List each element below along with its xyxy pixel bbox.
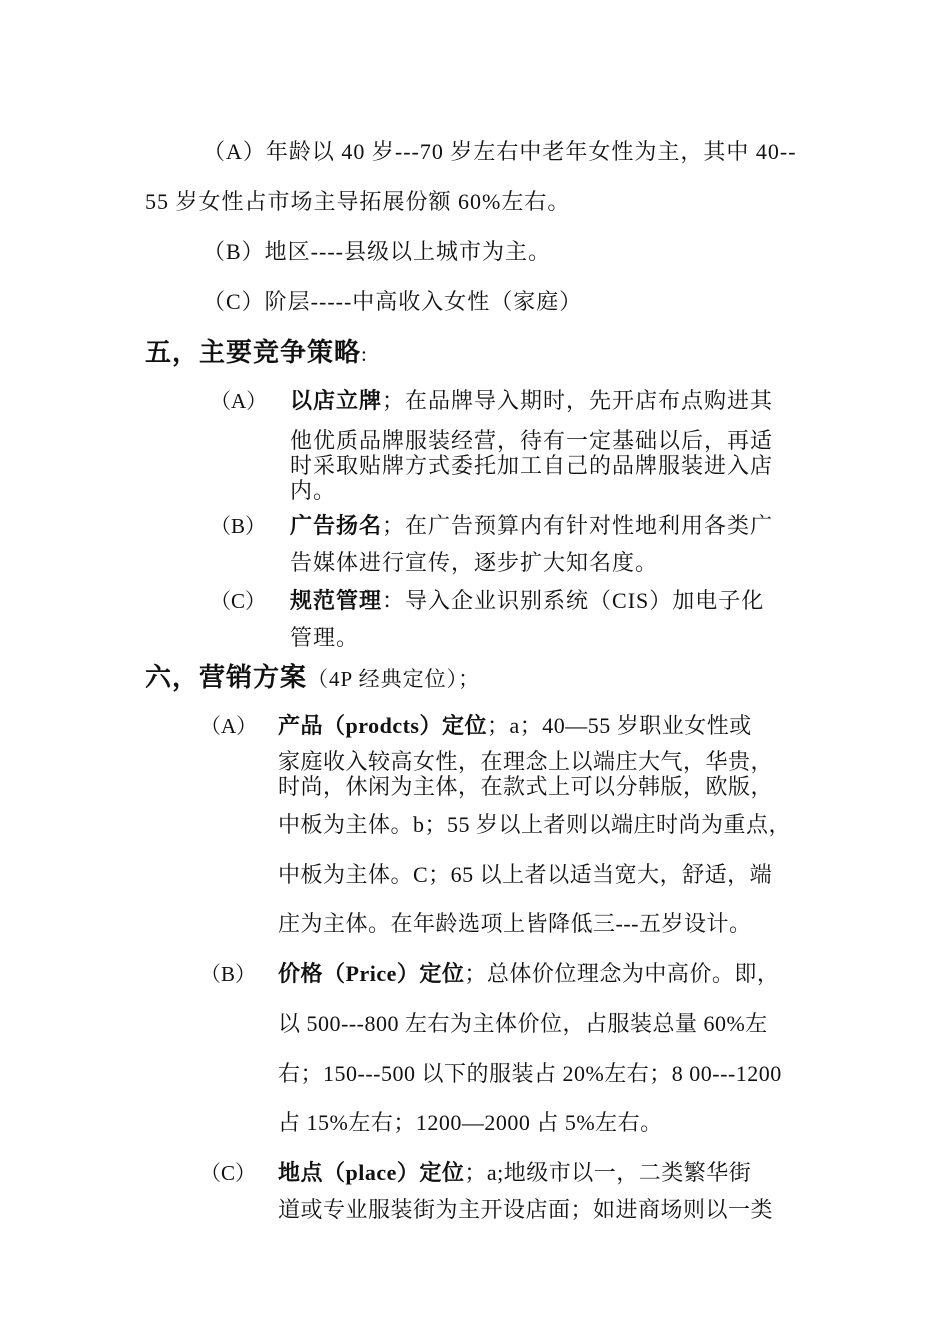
section-6-item-a-line-1 [278,709,752,740]
section-6-item-a-text-1: ；a；40—55 岁职业女性或 [487,713,752,738]
target-age-line-2: 55 岁女性占市场主导拓展份额 60%左右。 [145,189,571,214]
target-region-line: （B）地区----县级以上城市为主。 [203,239,551,264]
section-6-item-b-label: （B） [200,962,257,986]
section-6-item-a-line-5: 中板为主体。C；65 以上者以适当宽大，舒适，端 [278,862,773,887]
section-6-item-a-title: 产品（prodcts）定位 [278,713,487,738]
section-6-item-b-line-1 [278,957,779,988]
section-6-item-b-line-2: 以 500---800 左右为主体价位，占服装总量 60%左 [278,1011,768,1036]
section-5-item-a-line-4: 内。 [290,478,337,503]
target-age-line-1: （A）年龄以 40 岁---70 岁左右中老年女性为主，其中 40-- [203,139,797,164]
section-5-item-c-line-2: 管理。 [290,625,360,650]
section-5-item-b-label: （B） [210,514,267,538]
section-6-item-a-label: （A） [200,714,258,738]
section-5-item-a-label: （A） [210,389,268,413]
section-5-item-a-line-1 [290,384,773,415]
section-6-item-a-line-3: 时尚，休闲为主体，在款式上可以分韩版，欧版， [278,774,774,799]
section-5-item-a-line-3: 时采取贴牌方式委托加工自己的品牌服装进入店 [290,453,774,478]
section-6-item-b-title: 价格（Price）定位 [278,961,465,986]
section-6-item-c-label: （C） [200,1161,257,1185]
section-5-item-a-title: 以店立牌 [290,388,383,413]
section-6-item-a-line-4: 中板为主体。b；55 岁以上者则以端庄时尚为重点， [278,812,792,837]
section-6-heading [145,657,480,694]
section-6-item-a-line-2: 家庭收入较高女性，在理念上以端庄大气，华贵， [278,749,774,774]
section-5-item-c-label: （C） [210,589,267,613]
section-6-item-c-line-2: 道或专业服装街为主开设店面；如进商场则以一类 [278,1197,774,1222]
section-6-item-a-line-6: 庄为主体。在年龄选项上皆降低三---五岁设计。 [278,911,752,936]
section-6-item-b-text-1: ；总体价位理念为中高价。即， [464,961,780,986]
section-5-item-c-line-1 [290,584,764,615]
section-5-item-b-title: 广告扬名 [290,513,383,538]
target-class-line: （C）阶层-----中高收入女性（家庭） [203,289,583,314]
section-6-item-c-text-1: ；a;地级市以一，二类繁华街 [464,1160,752,1185]
section-5-heading [145,332,368,369]
section-5-item-a-line-2: 他优质品牌服装经营，待有一定基础以后，再适 [290,428,774,453]
section-6-item-c-title: 地点（place）定位 [278,1160,465,1185]
section-6-item-b-line-4: 占 15%左右；1200—2000 占 5%左右。 [278,1110,663,1135]
section-5-item-c-text-1: ：导入企业识别系统（CIS）加电子化 [382,588,765,613]
section-5-item-b-line-2: 告媒体进行宣传，逐步扩大知名度。 [290,550,659,575]
section-5-item-a-text-1: ；在品牌导入期时，先开店布点购进其 [382,388,774,413]
section-6-heading-text: 六，营销方案 [145,663,308,692]
section-5-heading-colon: : [361,342,368,366]
section-5-item-c-title: 规范管理 [290,588,383,613]
section-5-item-b-text-1: ；在广告预算内有针对性地利用各类广 [382,513,774,538]
section-6-item-c-line-1 [278,1156,751,1187]
section-5-heading-text: 五，主要竞争策略 [145,338,362,367]
section-6-item-b-line-3: 右；150---500 以下的服装占 20%左右；8 00---1200 [278,1061,782,1086]
section-6-heading-suffix: （4P 经典定位）； [307,667,481,691]
section-5-item-b-line-1 [290,509,773,540]
